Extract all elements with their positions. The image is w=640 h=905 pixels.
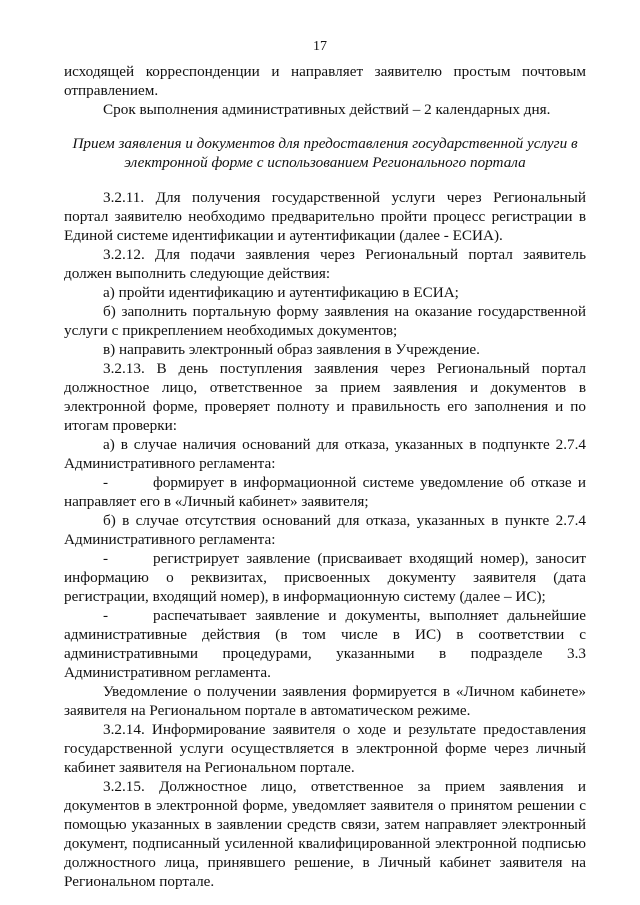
dash-bullet: - <box>103 474 109 491</box>
paragraph-3-2-15: 3.2.15. Должностное лицо, ответственное за прием заявления и документов в электронной форме, уведомляет заявителя о принятом решении с помощью указанных в заявлении средств связи, затем направляет электронный документ, подписанный усиленной квалифицированной электронной подписью должностного лица, принявшего решение, в Личный кабинет заявителя на Региональном портале. <box>64 778 586 890</box>
page-number: 17 <box>313 39 327 54</box>
bullet-item-print <box>64 606 586 682</box>
list-item-v: в) направить электронный образ заявления в Учреждение. <box>103 341 480 358</box>
bullet-item-refusal <box>64 473 586 511</box>
section-heading: Прием заявления и документов для предоставления государственной услуги в электронной форме с использованием Регионального портала <box>72 135 578 171</box>
list-item-a: а) пройти идентификацию и аутентификацию в ЕСИА; <box>103 284 459 301</box>
paragraph-case-a: а) в случае наличия оснований для отказа, указанных в подпункте 2.7.4 Административного регламента: <box>64 436 586 472</box>
paragraph-case-b: б) в случае отсутствия оснований для отказа, указанных в пункте 2.7.4 Административного регламента: <box>64 512 586 548</box>
dash-bullet: - <box>103 550 109 567</box>
bullet-text: регистрирует заявление (присваивает входящий номер), заносит информацию о реквизитах, присвоенных документу заявителя (дата регистрации, входящий номер), в информационную систему (далее – ИС); <box>64 550 586 605</box>
bullet-item-register <box>64 549 586 606</box>
paragraph-3-2-11: 3.2.11. Для получения государственной услуги через Региональный портал заявителю необходимо предварительно пройти процесс регистрации в Единой системе идентификации и аутентификации (далее - ЕСИА). <box>64 189 586 244</box>
paragraph-3-2-13: 3.2.13. В день поступления заявления через Региональный портал должностное лицо, ответственное за прием заявления и документов в электронной форме, проверяет полноту и правильность его заполнения и по итогам проверки: <box>64 360 586 434</box>
paragraph-deadline: Срок выполнения административных действий – 2 календарных дня. <box>103 101 551 118</box>
document-body <box>64 62 586 891</box>
paragraph-continuation: исходящей корреспонденции и направляет заявителю простым почтовым отправлением. <box>64 63 586 99</box>
paragraph-notification: Уведомление о получении заявления формируется в «Личном кабинете» заявителя на Региональном портале в автоматическом режиме. <box>64 683 586 719</box>
paragraph-3-2-14: 3.2.14. Информирование заявителя о ходе и результате предоставления государственной услуги осуществляется в электронной форме через личный кабинет заявителя на Региональном портале. <box>64 721 586 776</box>
list-item-b: б) заполнить портальную форму заявления на оказание государственной услуги с прикреплением необходимых документов; <box>64 303 586 339</box>
paragraph-3-2-12: 3.2.12. Для подачи заявления через Региональный портал заявитель должен выполнить следующие действия: <box>64 246 586 282</box>
bullet-text: распечатывает заявление и документы, выполняет дальнейшие административные действия (в том числе в ИС) в соответствии с административными процедурами, указанными в подразделе 3.3 Административном регламента. <box>64 607 586 681</box>
dash-bullet: - <box>103 607 109 624</box>
bullet-text: формирует в информационной системе уведомление об отказе и направляет его в «Личный кабинет» заявителя; <box>64 474 586 510</box>
